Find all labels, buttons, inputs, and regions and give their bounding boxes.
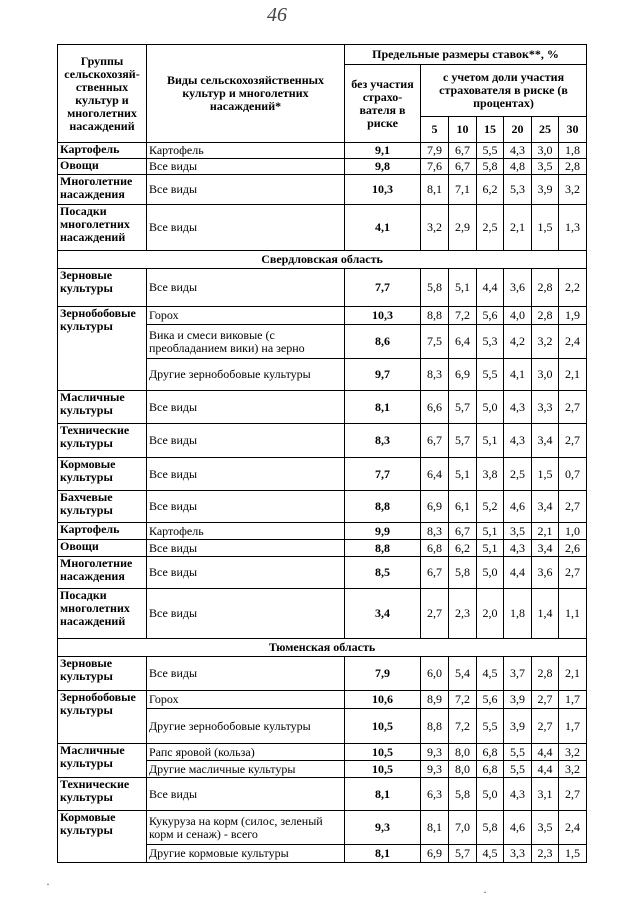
rate-share-15: 5,1 [477, 540, 504, 557]
rate-share-10: 7,2 [449, 709, 477, 744]
crop-group: Бахчевые культуры [58, 491, 147, 523]
rate-share-20: 4,1 [504, 359, 532, 391]
rate-share-10: 2,9 [449, 205, 477, 251]
rate-share-30: 1,0 [559, 523, 587, 540]
rate-share-30: 2,7 [559, 491, 587, 523]
rate-share-30: 1,9 [559, 307, 587, 325]
crop-kind: Все виды [147, 557, 345, 589]
header-share-15: 15 [477, 117, 504, 143]
rate-share-5: 8,3 [421, 523, 449, 540]
rate-share-15: 5,6 [477, 307, 504, 325]
rate-share-10: 8,0 [449, 744, 477, 761]
table-row [58, 811, 587, 845]
rate-share-15: 6,2 [477, 175, 504, 205]
rate-share-15: 5,1 [477, 424, 504, 458]
table-row [58, 557, 587, 589]
crop-group: Зернобобовые культуры [58, 307, 147, 391]
insurance-rates-table [57, 44, 587, 863]
header-kind: Виды сельскохозяйственных культур и многолетних насаждений* [147, 45, 345, 143]
rate-share-30: 2,7 [559, 557, 587, 589]
rate-share-15: 5,5 [477, 359, 504, 391]
rate-share-20: 3,9 [504, 691, 532, 709]
rate-share-10: 7,2 [449, 307, 477, 325]
rate-no-share: 8,6 [345, 325, 421, 359]
rate-no-share: 8,8 [345, 491, 421, 523]
crop-kind: Другие масличные культуры [147, 761, 345, 778]
header-no-share: без участия страхо-вателя в риске [345, 65, 421, 143]
rate-share-25: 2,8 [532, 269, 559, 307]
rate-share-30: 1,7 [559, 691, 587, 709]
table-row [58, 458, 587, 491]
rate-share-5: 6,0 [421, 657, 449, 691]
crop-kind: Все виды [147, 540, 345, 557]
rate-share-30: 1,5 [559, 845, 587, 863]
rate-share-5: 8,3 [421, 359, 449, 391]
rate-share-10: 2,3 [449, 589, 477, 639]
rate-share-5: 8,8 [421, 307, 449, 325]
header-limits: Предельные размеры ставок**, % [345, 45, 587, 65]
crop-kind: Другие кормовые культуры [147, 845, 345, 863]
crop-kind: Вика и смеси виковые (с преобладанием вики) на зерно [147, 325, 345, 359]
rate-share-15: 5,5 [477, 709, 504, 744]
rate-share-25: 3,9 [532, 175, 559, 205]
region-row [58, 639, 587, 657]
rate-share-30: 2,8 [559, 159, 587, 175]
rate-share-10: 7,1 [449, 175, 477, 205]
rate-share-20: 4,4 [504, 557, 532, 589]
rate-share-10: 6,7 [449, 159, 477, 175]
rate-no-share: 8,3 [345, 424, 421, 458]
rate-share-15: 4,5 [477, 845, 504, 863]
rate-share-20: 3,6 [504, 269, 532, 307]
rate-share-15: 4,4 [477, 269, 504, 307]
rate-share-15: 5,0 [477, 557, 504, 589]
rate-share-5: 8,1 [421, 811, 449, 845]
rate-share-25: 2,8 [532, 657, 559, 691]
rate-share-20: 3,7 [504, 657, 532, 691]
rate-share-15: 5,2 [477, 491, 504, 523]
table-row [58, 205, 587, 251]
rate-no-share: 7,9 [345, 657, 421, 691]
crop-kind: Все виды [147, 589, 345, 639]
rate-share-25: 3,4 [532, 491, 559, 523]
crop-kind: Рапс яровой (кольза) [147, 744, 345, 761]
crop-kind: Все виды [147, 269, 345, 307]
rate-share-15: 5,5 [477, 143, 504, 159]
rate-no-share: 10,6 [345, 691, 421, 709]
crop-group: Кормовые культуры [58, 458, 147, 491]
table-row [58, 540, 587, 557]
crop-group: Овощи [58, 540, 147, 557]
rate-share-10: 7,2 [449, 691, 477, 709]
crop-group: Картофель [58, 143, 147, 159]
rate-share-10: 5,1 [449, 269, 477, 307]
header-share-10: 10 [449, 117, 477, 143]
table-row [58, 589, 587, 639]
crop-kind: Все виды [147, 159, 345, 175]
rate-share-20: 4,2 [504, 325, 532, 359]
rate-share-30: 2,7 [559, 424, 587, 458]
crop-kind: Все виды [147, 391, 345, 424]
rate-share-10: 6,7 [449, 143, 477, 159]
rate-share-5: 5,8 [421, 269, 449, 307]
rate-share-15: 4,5 [477, 657, 504, 691]
table-row [58, 143, 587, 159]
rate-share-30: 2,7 [559, 391, 587, 424]
rate-share-30: 3,2 [559, 761, 587, 778]
rate-share-25: 2,1 [532, 523, 559, 540]
rate-share-25: 1,4 [532, 589, 559, 639]
crop-kind: Все виды [147, 175, 345, 205]
rate-share-20: 3,5 [504, 523, 532, 540]
rate-no-share: 9,1 [345, 143, 421, 159]
scan-mark: · [483, 885, 487, 899]
rate-share-5: 6,3 [421, 778, 449, 811]
rate-share-10: 5,1 [449, 458, 477, 491]
rate-no-share: 10,5 [345, 709, 421, 744]
rate-share-30: 1,3 [559, 205, 587, 251]
scan-mark: · [46, 877, 50, 891]
crop-kind: Кукуруза на корм (силос, зеленый корм и сенаж) - всего [147, 811, 345, 845]
crop-group: Многолетние насаждения [58, 557, 147, 589]
region-title: Свердловская область [58, 251, 587, 269]
rate-no-share: 10,5 [345, 744, 421, 761]
rate-no-share: 8,1 [345, 845, 421, 863]
rate-share-15: 5,8 [477, 159, 504, 175]
table-row [58, 657, 587, 691]
crop-group: Зерновые культуры [58, 269, 147, 307]
rate-no-share: 8,5 [345, 557, 421, 589]
rate-no-share: 8,1 [345, 778, 421, 811]
rate-no-share: 9,9 [345, 523, 421, 540]
rate-share-20: 2,5 [504, 458, 532, 491]
rate-no-share: 8,1 [345, 391, 421, 424]
crop-kind: Все виды [147, 491, 345, 523]
rate-share-10: 5,7 [449, 845, 477, 863]
rate-share-30: 1,8 [559, 143, 587, 159]
rate-no-share: 8,8 [345, 540, 421, 557]
rate-share-20: 5,5 [504, 761, 532, 778]
rate-share-5: 8,9 [421, 691, 449, 709]
rate-share-25: 2,8 [532, 307, 559, 325]
header-group: Группы сельскохозяй-ственных культур и многолетних насаждений [58, 45, 147, 143]
rate-share-20: 4,3 [504, 143, 532, 159]
rate-share-5: 7,5 [421, 325, 449, 359]
crop-group: Овощи [58, 159, 147, 175]
page-number: 46 [267, 4, 287, 26]
crop-group: Масличные культуры [58, 391, 147, 424]
rate-share-5: 6,4 [421, 458, 449, 491]
rate-share-10: 7,0 [449, 811, 477, 845]
rate-share-25: 3,1 [532, 778, 559, 811]
rate-no-share: 7,7 [345, 458, 421, 491]
crop-kind: Другие зернобобовые культуры [147, 709, 345, 744]
crop-kind: Картофель [147, 523, 345, 540]
rate-share-20: 4,0 [504, 307, 532, 325]
crop-group: Технические культуры [58, 424, 147, 458]
table-row [58, 391, 587, 424]
table-row [58, 523, 587, 540]
rate-share-30: 0,7 [559, 458, 587, 491]
rate-share-10: 8,0 [449, 761, 477, 778]
rate-share-5: 8,1 [421, 175, 449, 205]
rate-share-15: 5,3 [477, 325, 504, 359]
rate-no-share: 9,7 [345, 359, 421, 391]
table-row [58, 307, 587, 325]
rate-share-15: 5,0 [477, 391, 504, 424]
rate-share-15: 3,8 [477, 458, 504, 491]
rate-share-5: 9,3 [421, 761, 449, 778]
rate-share-30: 2,6 [559, 540, 587, 557]
rate-share-25: 2,3 [532, 845, 559, 863]
rate-share-30: 2,7 [559, 778, 587, 811]
rate-share-25: 3,4 [532, 424, 559, 458]
rate-share-30: 2,1 [559, 359, 587, 391]
rate-share-5: 8,8 [421, 709, 449, 744]
rate-share-20: 4,3 [504, 778, 532, 811]
crop-kind: Другие зернобобовые культуры [147, 359, 345, 391]
rate-share-15: 5,8 [477, 811, 504, 845]
rate-share-5: 6,9 [421, 491, 449, 523]
rate-no-share: 10,5 [345, 761, 421, 778]
crop-group: Картофель [58, 523, 147, 540]
crop-group: Масличные культуры [58, 744, 147, 778]
rate-no-share: 10,3 [345, 175, 421, 205]
crop-group: Посадки многолетних насаждений [58, 589, 147, 639]
rate-share-20: 4,3 [504, 540, 532, 557]
rate-share-20: 3,9 [504, 709, 532, 744]
rate-share-10: 5,4 [449, 657, 477, 691]
rate-share-25: 3,4 [532, 540, 559, 557]
header-share-25: 25 [532, 117, 559, 143]
rate-share-25: 3,5 [532, 159, 559, 175]
rate-share-25: 3,0 [532, 143, 559, 159]
table-row [58, 269, 587, 307]
rate-share-5: 6,7 [421, 424, 449, 458]
rate-share-15: 2,5 [477, 205, 504, 251]
rate-share-25: 3,3 [532, 391, 559, 424]
table-row [58, 175, 587, 205]
rate-share-20: 4,6 [504, 811, 532, 845]
region-row [58, 251, 587, 269]
crop-group: Посадки многолетних насаждений [58, 205, 147, 251]
table-header [58, 45, 587, 143]
rate-no-share: 3,4 [345, 589, 421, 639]
header-with-share: с учетом доли участия страхователя в риске (в процентах) [421, 65, 587, 117]
table-row [58, 159, 587, 175]
rate-share-30: 2,2 [559, 269, 587, 307]
rate-share-25: 4,4 [532, 744, 559, 761]
rate-share-20: 4,8 [504, 159, 532, 175]
crop-group: Зернобобовые культуры [58, 691, 147, 744]
rate-share-10: 6,2 [449, 540, 477, 557]
rate-share-5: 6,9 [421, 845, 449, 863]
rate-share-20: 5,5 [504, 744, 532, 761]
rate-share-5: 7,6 [421, 159, 449, 175]
crop-group: Технические культуры [58, 778, 147, 811]
rate-share-10: 5,7 [449, 391, 477, 424]
rate-share-5: 3,2 [421, 205, 449, 251]
rate-share-5: 9,3 [421, 744, 449, 761]
rate-share-5: 6,7 [421, 557, 449, 589]
rate-share-20: 4,3 [504, 424, 532, 458]
rate-no-share: 10,3 [345, 307, 421, 325]
rate-share-20: 5,3 [504, 175, 532, 205]
rate-share-15: 5,0 [477, 778, 504, 811]
rate-no-share: 7,7 [345, 269, 421, 307]
rate-share-30: 2,1 [559, 657, 587, 691]
region-title: Тюменская область [58, 639, 587, 657]
crop-group: Зерновые культуры [58, 657, 147, 691]
rate-share-30: 3,2 [559, 175, 587, 205]
rate-share-25: 3,6 [532, 557, 559, 589]
rate-share-10: 6,1 [449, 491, 477, 523]
table-row [58, 691, 587, 709]
rate-share-25: 4,4 [532, 761, 559, 778]
crop-kind: Горох [147, 307, 345, 325]
rate-share-25: 1,5 [532, 458, 559, 491]
rate-share-10: 5,8 [449, 778, 477, 811]
rate-share-20: 1,8 [504, 589, 532, 639]
rate-share-5: 7,9 [421, 143, 449, 159]
rate-share-15: 6,8 [477, 761, 504, 778]
rate-share-30: 2,4 [559, 811, 587, 845]
rate-share-25: 1,5 [532, 205, 559, 251]
crop-kind: Все виды [147, 778, 345, 811]
table-row [58, 491, 587, 523]
crop-kind: Все виды [147, 458, 345, 491]
header-share-30: 30 [559, 117, 587, 143]
rate-share-20: 4,3 [504, 391, 532, 424]
rate-share-20: 3,3 [504, 845, 532, 863]
rate-share-15: 5,1 [477, 523, 504, 540]
rate-share-10: 6,9 [449, 359, 477, 391]
rate-share-20: 4,6 [504, 491, 532, 523]
crop-kind: Горох [147, 691, 345, 709]
crop-kind: Все виды [147, 205, 345, 251]
table-body [58, 143, 587, 863]
crop-kind: Все виды [147, 657, 345, 691]
table-row [58, 424, 587, 458]
rate-share-25: 3,0 [532, 359, 559, 391]
header-share-5: 5 [421, 117, 449, 143]
rate-share-5: 6,6 [421, 391, 449, 424]
rate-share-30: 1,7 [559, 709, 587, 744]
rate-no-share: 9,8 [345, 159, 421, 175]
rate-no-share: 9,3 [345, 811, 421, 845]
rate-no-share: 4,1 [345, 205, 421, 251]
rate-share-5: 6,8 [421, 540, 449, 557]
rate-share-10: 5,8 [449, 557, 477, 589]
rate-share-30: 2,4 [559, 325, 587, 359]
header-share-20: 20 [504, 117, 532, 143]
rate-share-30: 1,1 [559, 589, 587, 639]
rate-share-5: 2,7 [421, 589, 449, 639]
rate-share-15: 6,8 [477, 744, 504, 761]
crop-kind: Картофель [147, 143, 345, 159]
rate-share-25: 3,5 [532, 811, 559, 845]
table-row [58, 778, 587, 811]
rate-share-30: 3,2 [559, 744, 587, 761]
crop-group: Многолетние насаждения [58, 175, 147, 205]
rate-share-15: 2,0 [477, 589, 504, 639]
crop-kind: Все виды [147, 424, 345, 458]
rate-share-25: 2,7 [532, 709, 559, 744]
rate-share-25: 2,7 [532, 691, 559, 709]
table-row [58, 744, 587, 761]
rate-share-10: 6,4 [449, 325, 477, 359]
crop-group: Кормовые культуры [58, 811, 147, 863]
rate-share-20: 2,1 [504, 205, 532, 251]
rate-share-10: 6,7 [449, 523, 477, 540]
rate-share-15: 5,6 [477, 691, 504, 709]
rate-share-10: 5,7 [449, 424, 477, 458]
rate-share-25: 3,2 [532, 325, 559, 359]
